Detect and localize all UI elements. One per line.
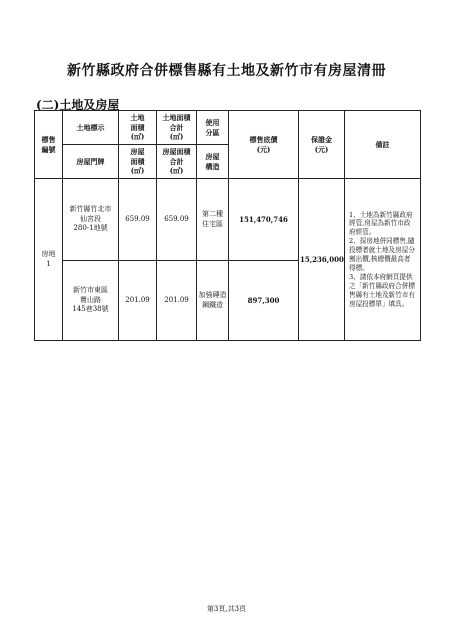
header-structure: 房屋 構造 [197,145,229,179]
header-house-area: 房屋 面積 (㎡) [119,145,157,179]
header-no: 標售 編號 [35,111,63,179]
section-heading: (二)土地及房屋 [36,98,120,112]
zoning-cell: 第二種 住宅區 [197,179,229,261]
header-house-area-total: 房屋面積 合計 (㎡) [157,145,197,179]
deposit-cell: 15,236,000 [299,179,345,341]
page-footer: 第3頁,共3頁 [206,605,247,613]
document-title: 新竹縣政府合併標售縣有土地及新竹市有房屋清冊 [67,63,386,79]
header-land-area-total: 土地面積 合計 (㎡) [157,111,197,145]
land-area-total-cell: 659.09 [157,179,197,261]
header-house-number: 房屋門牌 [63,145,119,179]
remarks-cell: 1、土地為新竹縣政府經管,房屋為新竹市政府經管。 2、採房地併同標售,隨投標者就土地及房屋分割出價,核總價最高者得標。 3、請依本府網頁提供之「新竹縣政府合併標售縣有土地及新竹市有房屋投標單」填具。 [345,179,421,341]
item-no: 房地 1 [35,179,63,341]
structure-cell: 加強磚造 鋼鐵造 [197,261,229,341]
header-land-area: 土地 面積 (㎡) [119,111,157,145]
header-base-price: 標售底價 (元) [229,111,299,179]
header-deposit: 保證金 (元) [299,111,345,179]
land-label-cell: 新竹縣竹北市 仙宮段 280-1地號 [63,179,119,261]
header-zoning: 使用 分區 [197,111,229,145]
house-area-total-cell: 201.09 [157,261,197,341]
house-number-cell: 新竹市東區 寶山路 145巷38號 [63,261,119,341]
house-area-cell: 201.09 [119,261,157,341]
land-area-cell: 659.09 [119,179,157,261]
land-price-cell: 151,470,746 [229,179,299,261]
house-price-cell: 897,300 [229,261,299,341]
header-remarks: 備註 [345,111,421,179]
property-table [34,110,421,341]
header-land-label: 土地標示 [63,111,119,145]
